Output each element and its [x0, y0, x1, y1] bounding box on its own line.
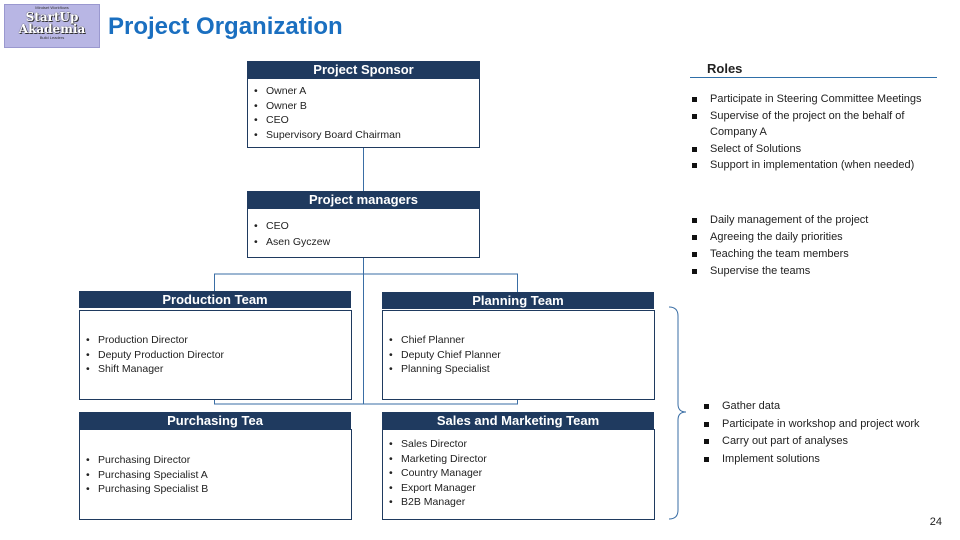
- purchasing-item: • Purchasing Specialist A: [80, 468, 351, 483]
- role-item: Participate in Steering Committee Meetings: [690, 91, 935, 108]
- sales-item: • Country Manager: [383, 466, 654, 481]
- sales-item: • B2B Manager: [383, 495, 654, 510]
- sponsor-roles-list: [690, 91, 935, 174]
- sales-header: Sales and Marketing Team: [382, 412, 654, 429]
- roles-divider: [690, 77, 937, 78]
- sponsor-item: • Owner B: [248, 99, 479, 114]
- role-item: Select of Solutions: [690, 141, 935, 158]
- sales-item: • Sales Director: [383, 437, 654, 452]
- role-item: Support in implementation (when needed): [690, 157, 935, 174]
- sponsor-item: • Owner A: [248, 84, 479, 99]
- purchasing-item: • Purchasing Specialist B: [80, 482, 351, 497]
- sponsor-item: • Supervisory Board Chairman: [248, 128, 479, 143]
- sponsor-item: • CEO: [248, 113, 479, 128]
- roles-heading: Roles: [707, 61, 743, 76]
- logo-line-2: Akademia: [18, 22, 86, 36]
- role-item: Agreeing the daily priorities: [690, 229, 935, 246]
- connector-bottom-teams: [215, 400, 518, 404]
- team-roles-list: [702, 398, 958, 468]
- sponsor-list: [248, 84, 479, 142]
- purchasing-item: • Purchasing Director: [80, 453, 351, 468]
- production-list: [80, 333, 351, 377]
- sponsor-header: Project Sponsor: [247, 61, 480, 78]
- page-title: Project Organization: [108, 13, 343, 40]
- role-item: Supervise the teams: [690, 263, 935, 280]
- production-item: • Shift Manager: [80, 362, 351, 377]
- managers-box: [247, 208, 480, 258]
- page-number: 24: [929, 516, 942, 528]
- manager-item: • Asen Gyczew: [248, 234, 479, 250]
- planning-list: [383, 333, 654, 377]
- manager-roles-list: [690, 212, 935, 280]
- planning-box: [382, 310, 655, 400]
- sales-item: • Export Manager: [383, 481, 654, 496]
- sales-box: [382, 429, 655, 520]
- team-bracket: [669, 307, 686, 519]
- role-item: Carry out part of analyses: [702, 433, 958, 451]
- planning-item: • Planning Specialist: [383, 362, 654, 377]
- production-header: Production Team: [79, 291, 351, 308]
- role-item: Daily management of the project: [690, 212, 935, 229]
- purchasing-box: [79, 429, 352, 520]
- production-item: • Production Director: [80, 333, 351, 348]
- planning-item: • Chief Planner: [383, 333, 654, 348]
- planning-item: • Deputy Chief Planner: [383, 348, 654, 363]
- production-box: [79, 310, 352, 400]
- production-item: • Deputy Production Director: [80, 348, 351, 363]
- connector-top-teams: [215, 274, 518, 292]
- managers-list: [248, 218, 479, 250]
- role-item: Supervise of the project on the behalf of Company A: [690, 108, 935, 141]
- sponsor-box: [247, 78, 480, 148]
- managers-header: Project managers: [247, 191, 480, 208]
- logo-top-text: Mindset Workflows: [35, 5, 69, 10]
- sales-item: • Marketing Director: [383, 452, 654, 467]
- logo-line-1: StartUp: [25, 10, 79, 24]
- sales-list: [383, 437, 654, 510]
- purchasing-header: Purchasing Tea: [79, 412, 351, 429]
- role-item: Participate in workshop and project work: [702, 416, 958, 434]
- role-item: Teaching the team members: [690, 246, 935, 263]
- manager-item: • CEO: [248, 218, 479, 234]
- logo-bottom-text: Build Leaders: [39, 35, 65, 40]
- role-item: Gather data: [702, 398, 958, 416]
- purchasing-list: [80, 453, 351, 497]
- planning-header: Planning Team: [382, 292, 654, 309]
- role-item: Implement solutions: [702, 451, 958, 469]
